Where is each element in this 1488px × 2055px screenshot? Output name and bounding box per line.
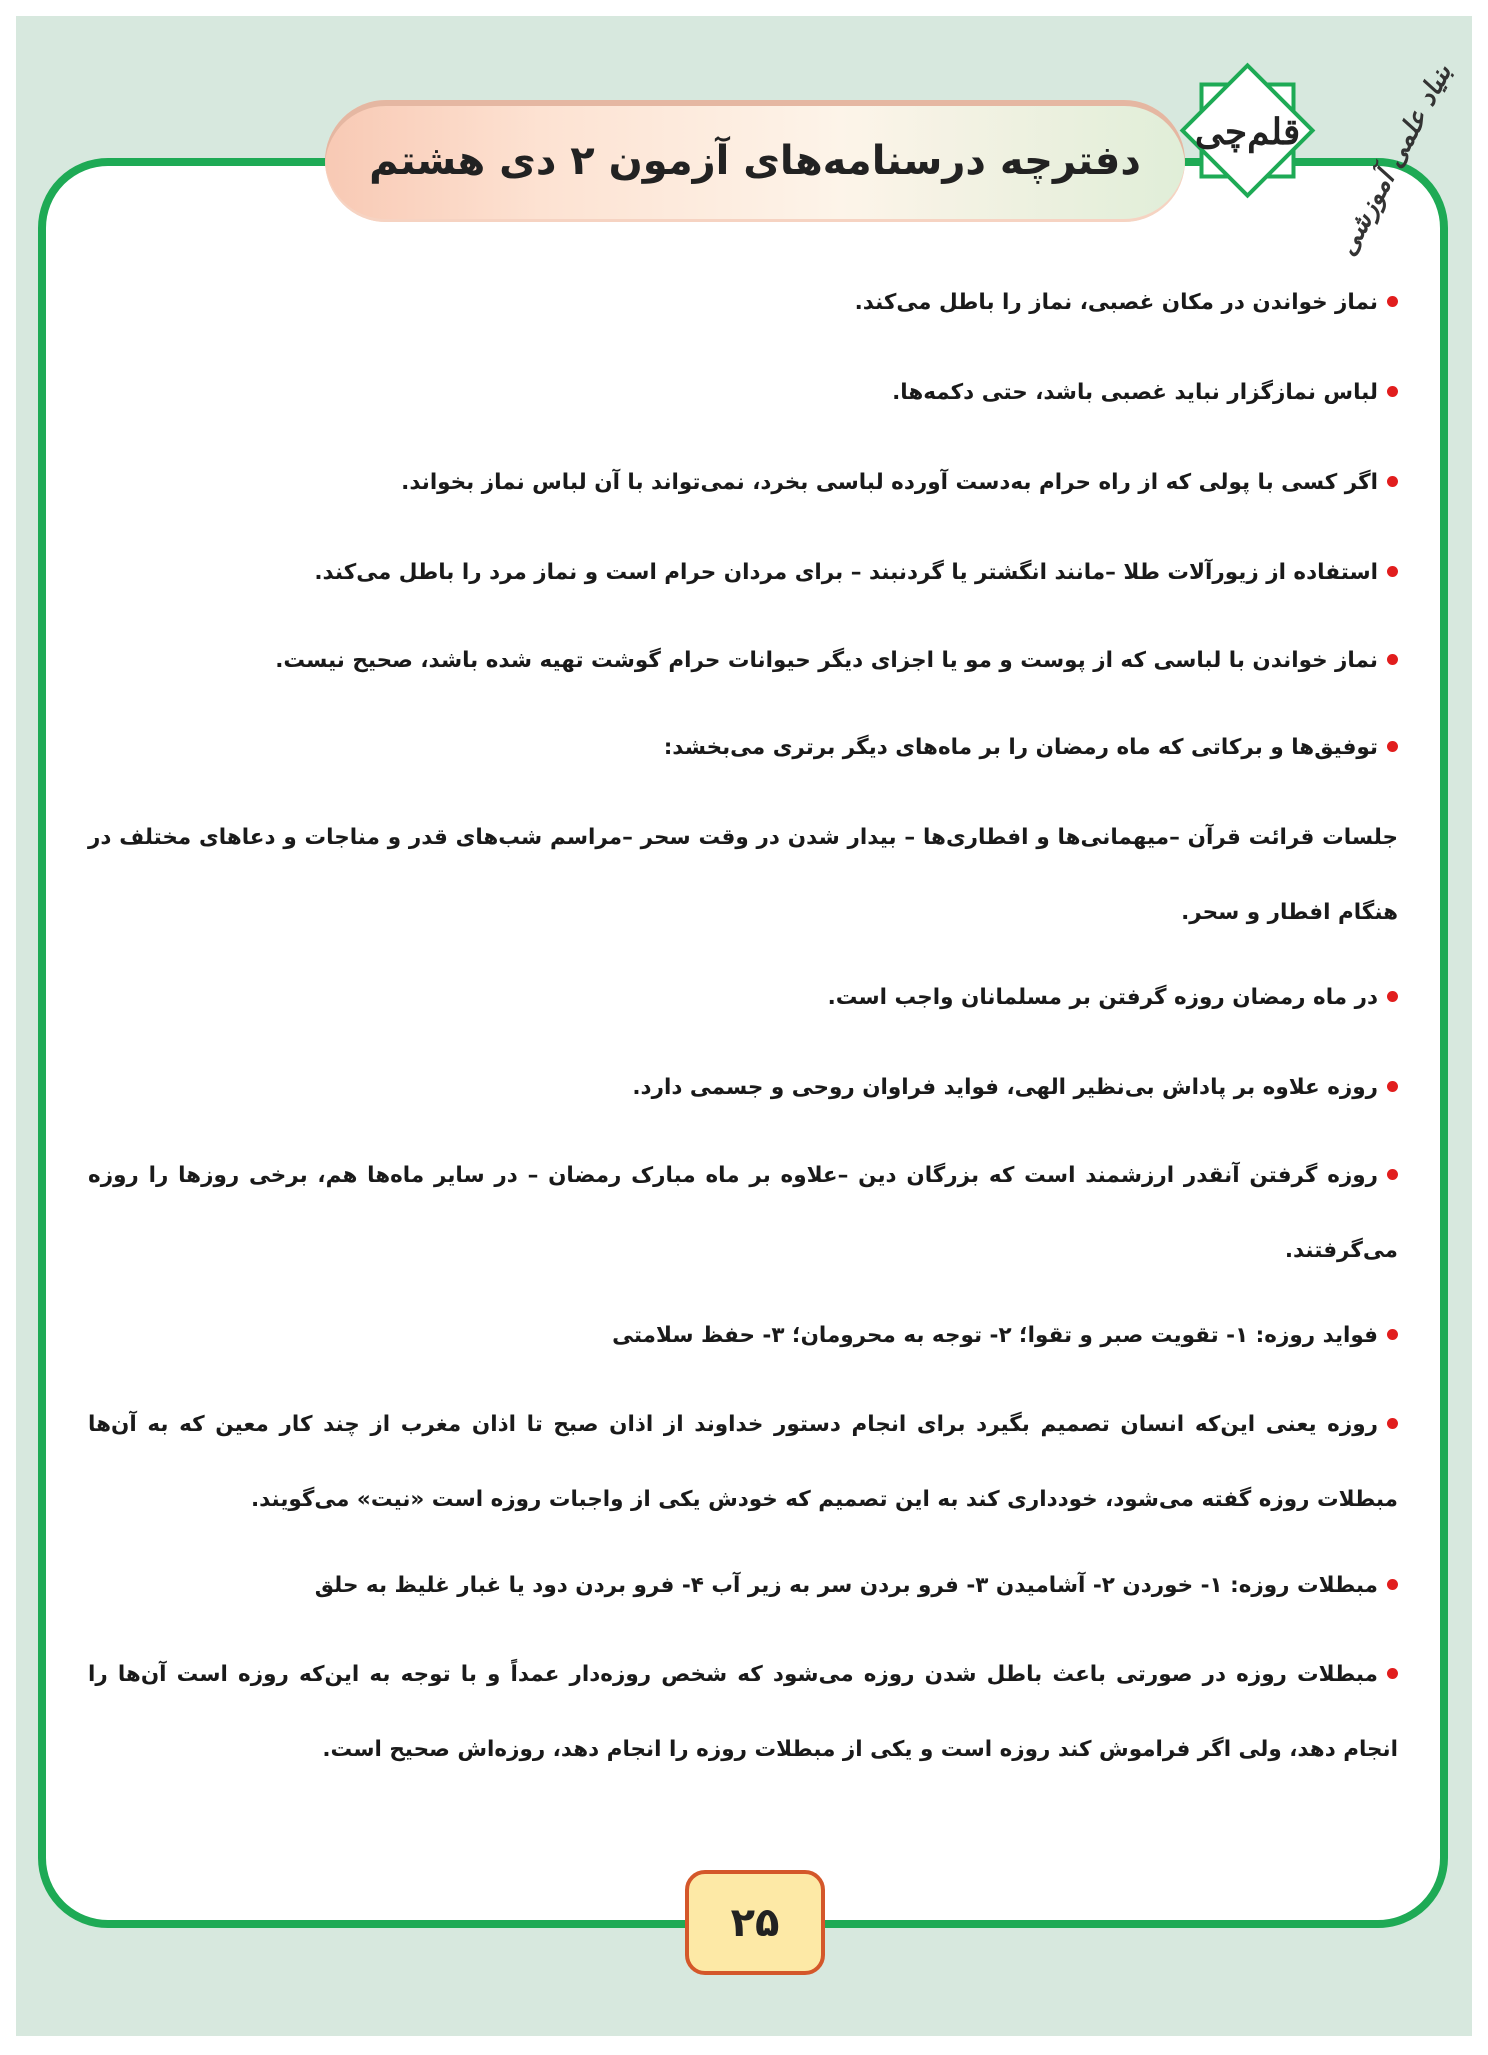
bullet-item [88,535,1398,610]
logo-label: بنیاد علمی آموزشی [1331,59,1458,261]
paragraph-text: مبطلات روزه: ۱- خوردن ۲- آشامیدن ۳- فرو بردن سر به زیر آب ۴- فرو بردن دود یا غبار غلیظ به حلق [314,1573,1378,1598]
red-dot-icon [1387,654,1398,665]
red-dot-icon [1387,1169,1398,1180]
paragraph-text: فواید روزه: ۱- تقویت صبر و تقوا؛ ۲- توجه به محرومان؛ ۳- حفظ سلامتی [612,1323,1378,1348]
red-dot-icon [1387,1579,1398,1590]
bullet-item [88,1138,1398,1288]
paragraph-text: نماز خواندن در مکان غصبی، نماز را باطل می‌کند. [854,290,1378,315]
bullet-item [88,445,1398,520]
red-dot-icon [1387,1418,1398,1429]
red-dot-icon [1387,1329,1398,1340]
bullet-item [88,623,1398,698]
logo-star-icon [1175,58,1320,203]
logo-calligraphy: قلم‌چی [1194,111,1301,153]
red-dot-icon [1387,386,1398,397]
red-dot-icon [1387,1081,1398,1092]
page-title: دفترچه درسنامه‌های آزمون ۲ دی هشتم [369,138,1141,184]
red-dot-icon [1387,991,1398,1002]
red-dot-icon [1387,296,1398,307]
paragraph-text: جلسات قرائت قرآن –میهمانی‌ها و افطاری‌ها – بیدار شدن در وقت سحر –مراسم شب‌های قدر و مناجات و دعاهای مختلف در هنگام افطار و سحر. [88,825,1398,925]
paragraph-text: در ماه رمضان روزه گرفتن بر مسلمانان واجب است. [827,985,1378,1010]
paragraph-text: نماز خواندن با لباسی که از پوست و مو یا اجزای دیگر حیوانات حرام گوشت تهیه شده باشد، صحیح نیست. [275,648,1378,673]
paragraph-text: استفاده از زیورآلات طلا –مانند انگشتر یا گردنبند – برای مردان حرام است و نماز مرد را باطل می‌کند. [314,560,1378,585]
paragraph-text: توفیق‌ها و برکاتی که ماه رمضان را بر ماه‌های دیگر برتری می‌بخشد: [663,735,1378,760]
red-dot-icon [1387,476,1398,487]
paragraph-text: روزه گرفتن آنقدر ارزشمند است که بزرگان دین –علاوه بر ماه مبارک رمضان – در سایر ماه‌ها هم، برخی روزها را روزه می‌گرفتند. [88,1163,1398,1263]
bullet-item [88,1637,1398,1787]
bullet-item [88,1548,1398,1623]
bullet-item [88,1050,1398,1125]
bullet-item [88,960,1398,1035]
red-dot-icon [1387,566,1398,577]
bullet-item [88,710,1398,785]
paragraph-text: لباس نمازگزار نباید غصبی باشد، حتی دکمه‌ها. [892,380,1378,405]
bullet-item [88,265,1398,340]
paragraph-text: مبطلات روزه در صورتی باعث باطل شدن روزه می‌شود که شخص روزه‌دار عمداً و با توجه به این‌که روزه است آن‌ها را انجام دهد، ولی اگر فراموش کند روزه است و یکی از مبطلات روزه را انجام دهد، روزه‌اش صحیح است. [88,1662,1398,1762]
title-banner [325,100,1185,222]
paragraph-text: روزه یعنی این‌که انسان تصمیم بگیرد برای انجام دستور خداوند از اذان صبح تا اذان مغرب از چند کار معین که به آن‌ها مبطلات روزه گفته می‌شود، خودداری کند به این تصمیم که خودش یکی از واجبات روزه است «نیت» می‌گویند. [88,1412,1398,1512]
red-dot-icon [1387,741,1398,752]
bullet-item [88,1387,1398,1537]
page-number: ۲۵ [685,1870,825,1975]
bullet-item [88,355,1398,430]
red-dot-icon [1387,1668,1398,1679]
bullet-item [88,1298,1398,1373]
paragraph-text: روزه علاوه بر پاداش بی‌نظیر الهی، فواید فراوان روحی و جسمی دارد. [632,1075,1378,1100]
plain-paragraph [88,800,1398,950]
paragraph-text: اگر کسی با پولی که از راه حرام به‌دست آورده لباسی بخرد، نمی‌تواند با آن لباس نماز بخواند. [401,470,1378,495]
